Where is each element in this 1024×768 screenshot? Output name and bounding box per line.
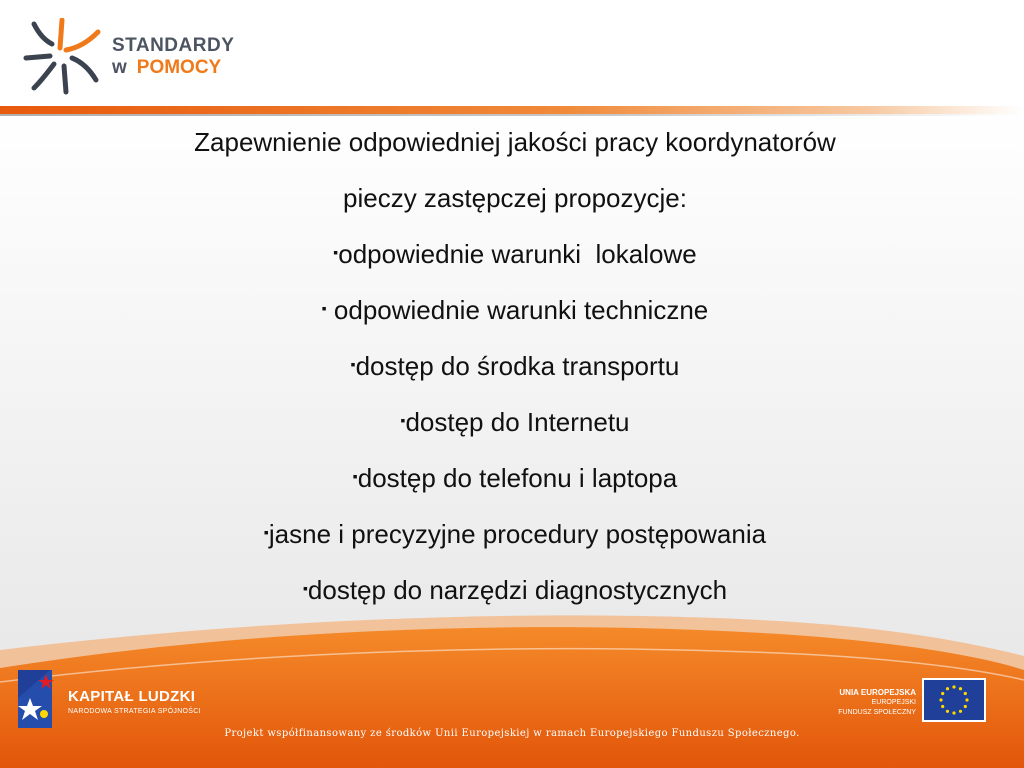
list-item: [60, 226, 970, 282]
kapital-ludzki-logo-icon: [14, 668, 54, 732]
bullet-icon: ▪: [400, 412, 406, 428]
eu-flag-icon: [922, 678, 986, 722]
eu-label-line-1: UNIA EUROPEJSKA: [839, 688, 916, 697]
logo-text-pomocy: POMOCY: [136, 57, 222, 78]
logo-text-w: w: [112, 57, 127, 78]
list-item: [60, 506, 970, 562]
list-item-text: dostęp do środka transportu: [355, 351, 680, 381]
bullet-icon: ▪: [263, 524, 269, 540]
logo-text-w-pomocy: [112, 57, 221, 79]
list-item: [60, 282, 970, 338]
heading-line-2: [60, 170, 970, 226]
kapital-ludzki-subtitle: NARODOWA STRATEGIA SPÓJNOŚCI: [68, 708, 201, 715]
eu-fund-label: [800, 688, 916, 718]
list-item: [60, 450, 970, 506]
eu-label-line-2: EUROPEJSKI: [871, 699, 916, 706]
list-item-text: jasne i precyzyjne procedury postępowania: [268, 519, 767, 549]
list-item: [60, 338, 970, 394]
heading-text-2: pieczy zastępczej propozycje:: [343, 183, 687, 213]
heading-text-1: Zapewnienie odpowiedniej jakości pracy koordynatorów: [194, 127, 836, 157]
kapital-ludzki-title: KAPITAŁ LUDZKI: [68, 688, 196, 705]
footer-wave: [0, 590, 1024, 768]
slide-body: [60, 114, 970, 618]
bullet-icon: ▪: [350, 356, 356, 372]
list-item-text: dostęp do telefonu i laptopa: [357, 463, 678, 493]
eu-label-line-3: FUNDUSZ SPOŁECZNY: [838, 709, 916, 716]
bullet-icon: ▪: [321, 300, 327, 316]
list-item: [60, 394, 970, 450]
list-item-text: dostęp do Internetu: [405, 407, 630, 437]
logo-text-standardy: STANDARDY: [112, 35, 235, 56]
bullet-icon: ▪: [333, 244, 339, 260]
cofinancing-note: Projekt współfinansowany ze środków Unii Europejskiej w ramach Europejskiego Funduszu Społecznego.: [224, 728, 800, 739]
star-figure-icon: [22, 18, 108, 98]
list-item-text: dostęp do narzędzi diagnostycznych: [307, 575, 728, 605]
bullet-icon: ▪: [302, 580, 308, 596]
bullet-icon: ▪: [352, 468, 358, 484]
list-item-text: odpowiednie warunki lokalowe: [338, 239, 697, 269]
header-divider: [0, 106, 1024, 114]
standardy-w-pomocy-logo: [22, 18, 262, 98]
heading-line-1: [60, 114, 970, 170]
list-item-text: odpowiednie warunki techniczne: [326, 295, 709, 325]
